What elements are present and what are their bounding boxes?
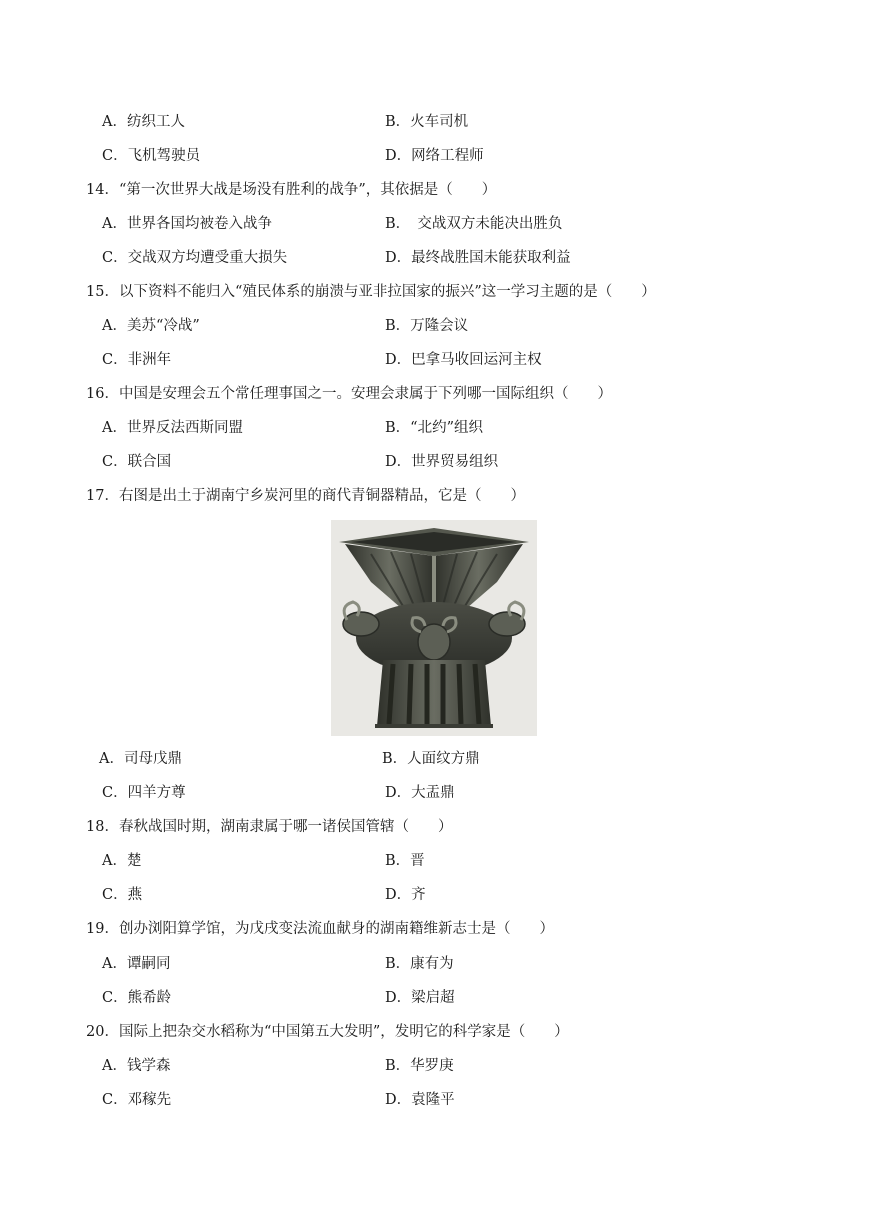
q18-option-a: A．楚 bbox=[102, 853, 142, 869]
q19-option-d: D．梁启超 bbox=[385, 990, 455, 1006]
q18-stem: 18．春秋战国时期，湖南隶属于哪一诸侯国管辖（ ） bbox=[86, 819, 453, 835]
q16-option-c: C．联合国 bbox=[102, 454, 172, 470]
q15-option-d: D．巴拿马收回运河主权 bbox=[385, 352, 542, 368]
q16-option-b: B．“北约”组织 bbox=[385, 420, 483, 436]
q17-option-a: A．司母戊鼎 bbox=[99, 751, 182, 767]
q19-option-c: C．熊希龄 bbox=[102, 990, 172, 1006]
q17-stem: 17．右图是出土于湖南宁乡炭河里的商代青铜器精品，它是（ ） bbox=[86, 488, 525, 504]
q14-option-b: B． 交战双方未能决出胜负 bbox=[385, 216, 563, 232]
q14-option-d: D．最终战胜国未能获取利益 bbox=[385, 250, 571, 266]
q14-option-a: A．世界各国均被卷入战争 bbox=[102, 216, 272, 232]
q15-option-b: B．万隆会议 bbox=[385, 318, 469, 334]
q16-stem: 16．中国是安理会五个常任理事国之一。安理会隶属于下列哪一国际组织（ ） bbox=[86, 386, 612, 402]
q20-option-d: D．袁隆平 bbox=[385, 1092, 455, 1108]
q17-option-c: C．四羊方尊 bbox=[102, 785, 186, 801]
q18-option-c: C．燕 bbox=[102, 887, 143, 903]
q14-option-c: C．交战双方均遭受重大损失 bbox=[102, 250, 288, 266]
q19-stem: 19．创办浏阳算学馆，为戊戌变法流血献身的湖南籍维新志士是（ ） bbox=[86, 921, 554, 937]
q15-option-c: C．非洲年 bbox=[102, 352, 172, 368]
q20-option-b: B．华罗庚 bbox=[385, 1058, 454, 1074]
q13-option-b: B．火车司机 bbox=[385, 114, 469, 130]
q17-option-b: B．人面纹方鼎 bbox=[382, 751, 480, 767]
q15-stem: 15．以下资料不能归入“殖民体系的崩溃与亚非拉国家的振兴”这一学习主题的是（ ） bbox=[86, 284, 656, 300]
q20-option-a: A．钱学森 bbox=[102, 1058, 171, 1074]
q19-option-a: A．谭嗣同 bbox=[102, 956, 171, 972]
q16-option-a: A．世界反法西斯同盟 bbox=[102, 420, 243, 436]
q20-stem: 20．国际上把杂交水稻称为“中国第五大发明”，发明它的科学家是（ ） bbox=[86, 1024, 569, 1040]
q17-option-d: D．大盂鼎 bbox=[385, 785, 455, 801]
q15-option-a: A．美苏“冷战” bbox=[102, 318, 200, 334]
q16-option-d: D．世界贸易组织 bbox=[385, 454, 499, 470]
q13-option-c: C．飞机驾驶员 bbox=[102, 148, 201, 164]
q14-stem: 14．“第一次世界大战是场没有胜利的战争”，其依据是（ ） bbox=[86, 182, 497, 198]
q20-option-c: C．邓稼先 bbox=[102, 1092, 172, 1108]
q18-option-d: D．齐 bbox=[385, 887, 426, 903]
q18-option-b: B．晋 bbox=[385, 853, 425, 869]
q13-option-d: D．网络工程师 bbox=[385, 148, 484, 164]
four-ram-zun-photo bbox=[331, 520, 537, 736]
q19-option-b: B．康有为 bbox=[385, 956, 454, 972]
q13-option-a: A．纺织工人 bbox=[102, 114, 185, 130]
